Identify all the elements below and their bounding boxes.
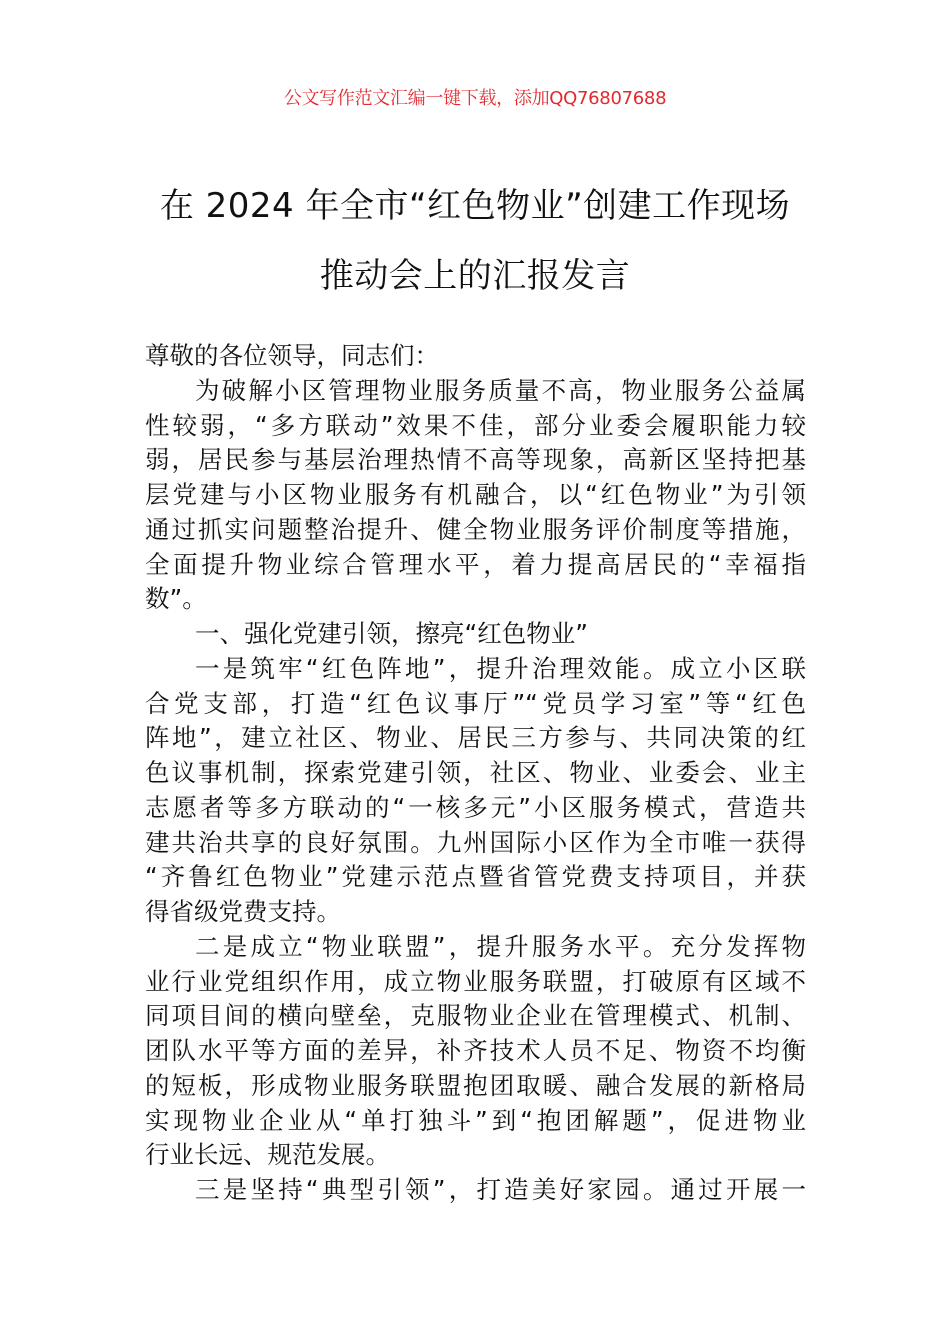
text-line: 三是坚持“典型引领”，打造美好家园。通过开展一 (195, 1175, 806, 1204)
text-line: 同项目间的横向壁垒，克服物业企业在管理模式、机制、 (145, 1001, 806, 1031)
paragraph (145, 652, 806, 930)
paragraph (145, 617, 806, 652)
text-line: 二是成立“物业联盟”，提升服务水平。充分发挥物 (195, 931, 806, 961)
text-line: 团队水平等方面的差异，补齐技术人员不足、物资不均衡 (145, 1036, 806, 1065)
text-line: 性较弱，“多方联动”效果不佳，部分业委会履职能力较 (145, 410, 806, 440)
text-line: 弱，居民参与基层治理热情不高等现象，高新区坚持把基 (145, 445, 806, 475)
text-line: 业行业党组织作用，成立物业服务联盟，打破原有区域不 (145, 966, 806, 996)
text-line: 色议事机制，探索党建引领，社区、物业、业委会、业主 (145, 758, 806, 787)
text-line: 一、强化党建引领，擦亮“红色物业” (195, 619, 588, 648)
text-line: 为破解小区管理物业服务质量不高，物业服务公益属 (195, 375, 806, 405)
text-line: “齐鲁红色物业”党建示范点暨省管党费支持项目，并获 (145, 862, 806, 892)
text-line: 层党建与小区物业服务有机融合，以“红色物业”为引领 (145, 480, 806, 509)
text-line: 阵地”，建立社区、物业、居民三方参与、共同决策的红 (145, 723, 806, 753)
text-line: 志愿者等多方联动的“一核多元”小区服务模式，营造共 (145, 792, 806, 822)
text-line: 得省级党费支持。 (145, 897, 341, 926)
paragraph (145, 930, 806, 1173)
text-line: 全面提升物业综合管理水平，着力提高居民的“幸福指 (145, 549, 806, 579)
document-body (145, 339, 806, 1208)
paragraph (145, 339, 806, 374)
text-line: 的短板，形成物业服务联盟抱团取暖、融合发展的新格局 (145, 1070, 806, 1100)
text-line: 一是筑牢“红色阵地”，提升治理效能。成立小区联 (195, 653, 806, 683)
text-line: 建共治共享的良好氛围。九州国际小区作为全市唯一获得 (145, 827, 806, 857)
text-line: 尊敬的各位领导，同志们： (145, 341, 439, 370)
paragraph (145, 374, 806, 617)
text-line: 数”。 (145, 584, 207, 614)
document-title-line-2: 推动会上的汇报发言 (319, 256, 631, 296)
text-line: 行业长远、规范发展。 (145, 1140, 390, 1170)
paragraph (145, 1173, 806, 1208)
text-line: 通过抓实问题整治提升、健全物业服务评价制度等措施， (145, 514, 806, 544)
watermark-header: 公文写作范文汇编一键下载，添加QQ76807688 (283, 88, 667, 109)
text-line: 合党支部，打造“红色议事厅”“党员学习室”等“红色 (145, 688, 806, 718)
document-title-line-1: 在 2024 年全市“红色物业”创建工作现场 (159, 186, 791, 226)
text-line: 实现物业企业从“单打独斗”到“抱团解题”，促进物业 (145, 1105, 806, 1135)
